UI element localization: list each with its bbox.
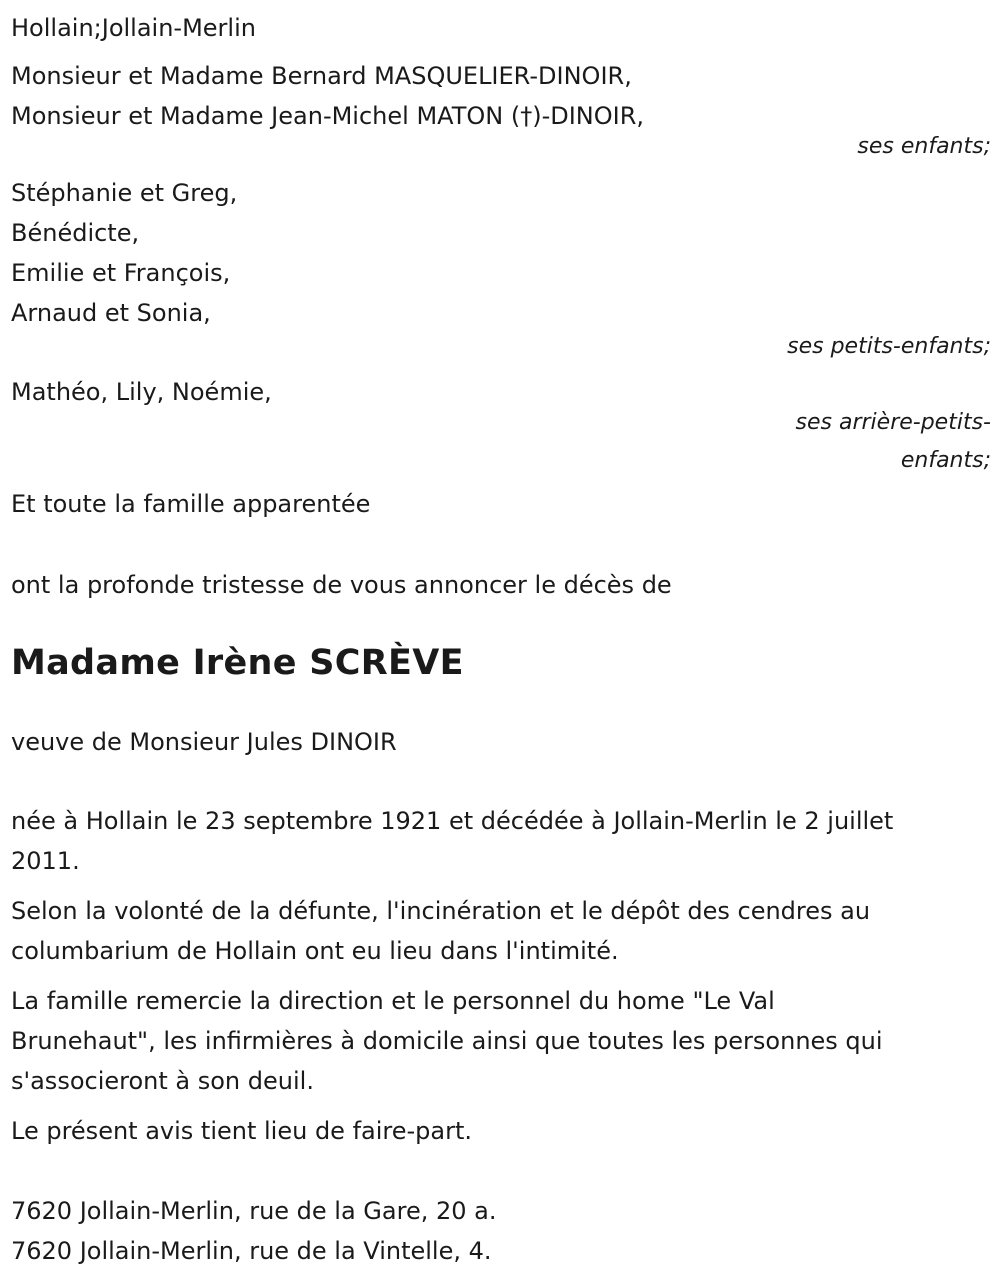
thanks-line-2: Brunehaut", les infirmières à domicile ainsi que toutes les personnes qui <box>11 1027 883 1055</box>
grandchild-line-1: Stéphanie et Greg, <box>11 179 238 207</box>
widow-of-line: veuve de Monsieur Jules DINOIR <box>11 728 397 756</box>
thanks-line-3: s'associeront à son deuil. <box>11 1067 314 1095</box>
cremation-line-1: Selon la volonté de la défunte, l'incinération et le dépôt des cendres au <box>11 897 871 925</box>
grandchildren-label: ses petits-enfants; <box>787 334 991 359</box>
grandchild-line-4: Arnaud et Sonia, <box>11 299 211 327</box>
birth-death-line-1: née à Hollain le 23 septembre 1921 et décédée à Jollain-Merlin le 2 juillet <box>11 807 894 835</box>
location-header: Hollain;Jollain-Merlin <box>11 14 256 42</box>
great-grandchildren-label-1: ses arrière-petits- <box>795 410 991 435</box>
great-grandchildren-line: Mathéo, Lily, Noémie, <box>11 378 272 406</box>
great-grandchildren-label-2: enfants; <box>900 448 991 473</box>
notice-line: Le présent avis tient lieu de faire-part. <box>11 1117 473 1145</box>
address-line-1: 7620 Jollain-Merlin, rue de la Gare, 20 a. <box>11 1197 497 1225</box>
addresses-block <box>11 1191 991 1271</box>
child-line-1: Monsieur et Madame Bernard MASQUELIER-DINOIR, <box>11 62 632 90</box>
cremation-line-2: columbarium de Hollain ont eu lieu dans l'intimité. <box>11 937 619 965</box>
grandchild-line-3: Emilie et François, <box>11 259 231 287</box>
grandchild-line-2: Bénédicte, <box>11 219 140 247</box>
thanks-paragraph <box>11 981 991 1101</box>
obituary-notice <box>11 8 991 1271</box>
birth-death-line-2: 2011. <box>11 847 80 875</box>
address-line-2: 7620 Jollain-Merlin, rue de la Vintelle, 4. <box>11 1237 492 1265</box>
family-line: Et toute la famille apparentée <box>11 490 371 518</box>
announcement-line: ont la profonde tristesse de vous annoncer le décès de <box>11 571 672 599</box>
deceased-name: Madame Irène SCRÈVE <box>11 643 464 683</box>
thanks-line-1: La famille remercie la direction et le personnel du home "Le Val <box>11 987 775 1015</box>
child-line-2: Monsieur et Madame Jean-Michel MATON (†)-DINOIR, <box>11 102 645 130</box>
children-label: ses enfants; <box>857 134 991 159</box>
cremation-paragraph <box>11 891 991 971</box>
birth-death-paragraph <box>11 801 991 881</box>
